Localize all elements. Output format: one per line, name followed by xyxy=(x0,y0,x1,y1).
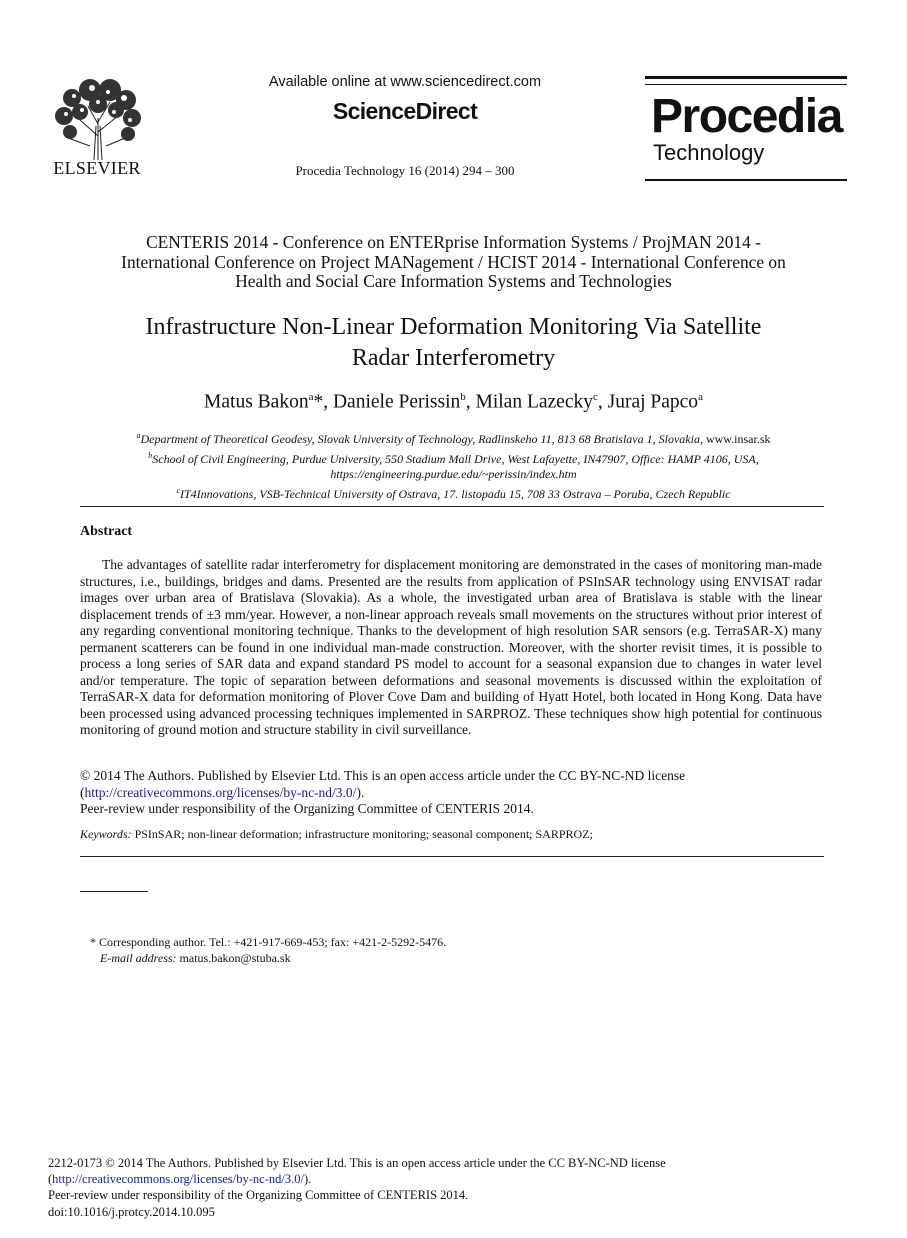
license-link[interactable]: http://creativecommons.org/licenses/by-nc-nd/3.0/ xyxy=(84,784,357,800)
author-affiliation-mark: b xyxy=(460,391,466,403)
footer-license: 2212-0173 © 2014 The Authors. Published by Elsevier Ltd. This is an open access article under the CC BY-NC-ND license xyxy=(48,1156,666,1170)
conference-line: Health and Social Care Information Systems and Technologies xyxy=(235,271,672,291)
author-name: Daniele Perissin xyxy=(332,391,461,413)
paren: ( xyxy=(80,784,85,800)
license-block xyxy=(80,768,824,818)
abstract-body: The advantages of satellite radar interferometry for displacement monitoring are demonstrated in the cases of monitoring man-made structures, i.e., buildings, bridges and dams. Presented are the results from application of PSInSAR technology using ENVISAT radar images over urban area of Bratislava (Slovakia). As a whole, the investigated urban area of Bratislava is stable with the linear displacement trends of ±3 mm/year. However, a non-linear approach reveals small movements on the structures without prior interest of any regarding conventional monitoring technique. Thanks to the development of high resolution SAR sensors (e.g. TerraSAR-X) many permanent scatterers can be found in one individual man-made construction. Moreover, with the shorter revisit times, it is possible to process a long series of SAR data and expand standard PS model to account for a seasonal expansion due to changes in water level and/or temperature. The topic of separation between deformations and seasonal movements is discussed within the exploitation of TerraSAR-X data for deformation monitoring of Plover Cove Dam and building of Hyatt Hotel, both located in Hong Kong. Data have been processed using advanced processing techniques implemented in SARPROZ. These techniques show high potential for continuous monitoring of ground motion and structure stability in civil surveillance. xyxy=(80,557,822,737)
corresponding-author-note xyxy=(90,934,810,966)
keywords-label: Keywords: xyxy=(80,827,132,841)
affiliation-mark: c xyxy=(176,485,181,495)
keywords-text: PSInSAR; non-linear deformation; infrastructure monitoring; seasonal component; SARPROZ; xyxy=(131,827,593,841)
section-divider xyxy=(80,856,824,857)
journal-logo xyxy=(645,76,847,181)
footer-doi[interactable]: doi:10.1016/j.protcy.2014.10.095 xyxy=(48,1204,215,1219)
affiliation-mark: b xyxy=(148,450,153,460)
author-affiliation-mark: a xyxy=(698,391,703,403)
author-list xyxy=(60,391,847,414)
author-name: Juraj Papco xyxy=(607,391,699,413)
page-footer xyxy=(48,1155,848,1220)
conference-name xyxy=(60,233,847,292)
author-name: Milan Lazecky xyxy=(475,391,593,413)
abstract-heading: Abstract xyxy=(80,524,133,539)
conference-line: CENTERIS 2014 - Conference on ENTERprise Information Systems / ProjMAN 2014 - xyxy=(146,232,761,252)
author-separator: , xyxy=(597,391,608,413)
available-online-text: Available online at www.sciencedirect.com xyxy=(268,74,542,90)
affiliation-website: www.insar.sk xyxy=(702,432,771,446)
email-line xyxy=(90,950,810,966)
corresponding-author-contact: * Corresponding author. Tel.: +421-917-669-453; fax: +421-2-5292-5476. xyxy=(90,935,447,949)
license-link-line xyxy=(80,785,824,802)
journal-reference: Procedia Technology 16 (2014) 294 – 300 xyxy=(295,163,515,178)
journal-name: Procedia xyxy=(651,90,842,143)
title-line: Infrastructure Non-Linear Deformation Monitoring Via Satellite xyxy=(145,314,762,340)
author-affiliation-mark: a xyxy=(308,391,314,403)
affiliation-mark: a xyxy=(136,431,141,440)
footer-peer-review: Peer-review under responsibility of the Organizing Committee of CENTERIS 2014. xyxy=(48,1188,469,1203)
section-divider xyxy=(80,506,824,507)
affiliation-line xyxy=(60,428,847,448)
affiliation-text: Department of Theoretical Geodesy, Slovak University of Technology, Radlinskeho 11, 813 68 Bratislava 1, Slovakia, xyxy=(140,432,703,446)
author-separator: , xyxy=(465,391,476,413)
publisher-name: ELSEVIER xyxy=(53,158,141,178)
paren: ). xyxy=(356,784,365,800)
platform-name: ScienceDirect xyxy=(332,98,478,124)
peer-review-note: Peer-review under responsibility of the Organizing Committee of CENTERIS 2014. xyxy=(80,801,534,816)
conference-line: International Conference on Project MANagement / HCIST 2014 - International Conference on xyxy=(121,251,786,272)
email-label: E-mail address: xyxy=(100,951,177,965)
email-address[interactable]: matus.bakon@stuba.sk xyxy=(176,951,291,965)
affiliation-line xyxy=(60,448,847,468)
affiliation-text: IT4Innovations, VSB-Technical University of Ostrava, 17. listopadu 15, 708 33 Ostrava – Poruba, Czech Republic xyxy=(180,486,731,501)
paper-title xyxy=(60,312,847,374)
affiliation-url: https://engineering.purdue.edu/~perissin/index.htm xyxy=(330,467,577,481)
journal-subtitle: Technology xyxy=(653,140,765,165)
keywords-line xyxy=(80,827,824,842)
title-line: Radar Interferometry xyxy=(351,345,556,371)
paren: ( xyxy=(48,1172,53,1187)
footer-link-line xyxy=(48,1171,848,1187)
affiliation-text: School of Civil Engineering, Purdue University, 550 Stadium Mall Drive, West Lafayette, IN47907, Office: HAMP 4106, USA, xyxy=(152,451,759,466)
footnote-divider xyxy=(80,891,148,892)
affiliation-list xyxy=(60,428,847,502)
footer-license-link[interactable]: http://creativecommons.org/licenses/by-nc-nd/3.0/ xyxy=(52,1172,304,1187)
author-affiliation-mark: c xyxy=(592,391,598,403)
paren: ). xyxy=(303,1172,312,1187)
author-name: Matus Bakon xyxy=(204,391,309,413)
affiliation-line xyxy=(60,483,847,503)
author-separator: *, xyxy=(313,391,333,413)
license-statement: © 2014 The Authors. Published by Elsevier Ltd. This is an open access article under the CC BY-NC-ND license xyxy=(80,768,686,783)
affiliation-line xyxy=(60,467,847,483)
